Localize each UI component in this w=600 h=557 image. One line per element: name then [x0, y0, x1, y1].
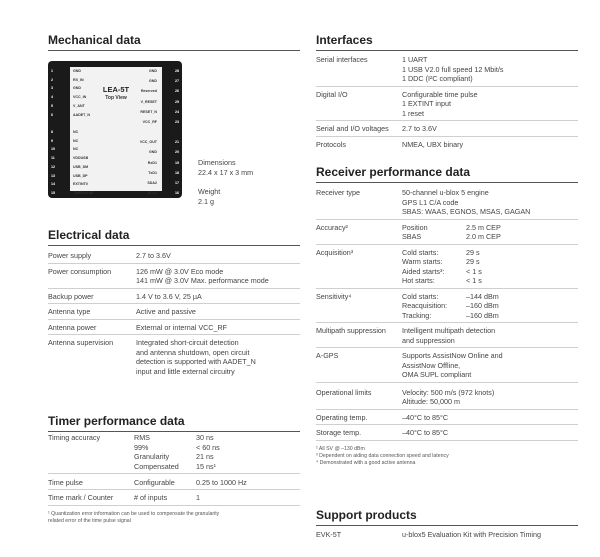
divider: [48, 288, 300, 289]
receiver-footnote: ² All SV @ –130 dBm: [316, 445, 365, 452]
divider: [316, 424, 578, 425]
divider: [316, 440, 578, 441]
spec-value: 1 UART: [402, 55, 428, 64]
chip-pin-label: SDA2: [147, 180, 157, 185]
agps-label: A-GPS: [316, 351, 339, 360]
chip-pin-label: EXTINT0: [73, 182, 88, 187]
timing-accuracy-label: Timing accuracy: [48, 433, 101, 442]
chip-pin-label: SCL2: [147, 191, 157, 195]
timer-footnote-1: ¹ Quantization error information can be used to compensate the granularity: [48, 511, 220, 517]
timing-value: 21 ns: [196, 452, 214, 461]
divider: [48, 263, 300, 264]
operational-limits-value: Velocity: 500 m/s (972 knots): [402, 387, 495, 397]
chip-pin-number: 17: [175, 180, 179, 185]
chip-pin-label: GND: [149, 79, 157, 84]
spec-value: External or internal VCC_RF: [136, 322, 228, 332]
chip-pin-number: 14: [51, 182, 55, 187]
interfaces-title: Interfaces: [316, 33, 578, 51]
accuracy-key: SBAS: [402, 232, 422, 241]
divider: [316, 244, 578, 245]
storage-temp-value: –40°C to 85°C: [402, 428, 449, 437]
divider: [316, 382, 578, 383]
chip-pin-number: 26: [175, 89, 179, 94]
receiver-type-value: 50-channel u-blox 5 engine: [402, 188, 489, 197]
chip-pin-number: 28: [175, 69, 179, 73]
chip-pin-number: 23: [175, 119, 179, 124]
divider: [48, 489, 300, 490]
sensitivity-label: Sensitivity⁴: [316, 291, 352, 301]
chip-pin-label: Reserved: [140, 89, 157, 94]
receiver-type-label: Receiver type: [316, 188, 360, 197]
time-pulse-label: Time pulse: [48, 478, 83, 487]
chip-pin-label: NC: [73, 130, 79, 134]
spec-label: Antenna type: [48, 307, 91, 316]
chip-pin-number: 20: [175, 150, 179, 155]
agps-value: OMA SUPL compliant: [402, 370, 472, 379]
storage-temp-label: Storage temp.: [316, 428, 362, 437]
chip-pin-number: 1: [51, 69, 53, 73]
chip-pin-number: 5: [51, 103, 53, 108]
mechanical-title: Mechanical data: [48, 33, 300, 51]
receiver-footnote: ³ Dependent on aiding data connection speed and latency: [316, 452, 449, 459]
chip-pin-label: TxD1: [148, 170, 157, 175]
accuracy-value: 2.5 m CEP: [466, 222, 501, 232]
timing-value: 15 ns¹: [196, 461, 216, 471]
receiver-type-value: GPS L1 C/A code: [402, 197, 459, 207]
acquisition-key: Aided starts³:: [402, 266, 445, 276]
sensitivity-value: –160 dBm: [466, 301, 499, 310]
spec-value: input and little external circuitry: [136, 366, 235, 376]
dimensions-value: 22.4 x 17 x 3 mm: [198, 168, 254, 177]
chip-pin-number: 3: [51, 86, 53, 91]
agps-value: Supports AssistNow Online and: [402, 351, 503, 360]
chip-pin-number: 4: [51, 95, 53, 100]
divider: [316, 219, 578, 220]
chip-pin-label: GND: [149, 150, 157, 155]
spec-value: 1 reset: [402, 108, 424, 118]
divider: [48, 319, 300, 320]
spec-label: Backup power: [48, 291, 94, 301]
support-product-desc: u-blox5 Evaluation Kit with Precision Timing: [402, 530, 542, 539]
divider: [48, 303, 300, 304]
chip-pin-label: USB_DM: [73, 164, 89, 169]
acquisition-value: < 1 s: [466, 266, 482, 276]
sensitivity-key: Reacquisition:: [402, 301, 448, 310]
multipath-label: Multipath suppression: [316, 326, 386, 335]
weight-label: Weight: [198, 187, 221, 196]
multipath-value: Intelligent multipath detection: [402, 326, 496, 335]
chip-pin-number: 2: [51, 77, 53, 82]
timing-metric: Compensated: [134, 461, 179, 471]
spec-value: 2.7 to 3.6V: [402, 124, 437, 133]
spec-label: Power consumption: [48, 266, 112, 276]
chip-pin-label: NC: [73, 147, 79, 152]
spec-value: 1 EXTINT input: [402, 99, 452, 108]
acquisition-key: Hot starts:: [402, 276, 435, 285]
acquisition-label: Acquisition³: [316, 247, 354, 257]
receiver-title: Receiver performance data: [316, 165, 578, 183]
timing-metric: RMS: [134, 433, 150, 442]
spec-value: detection is supported with AADET_N: [136, 357, 256, 366]
spec-label: Digital I/O: [316, 89, 348, 99]
operating-temp-value: –40°C to 85°C: [402, 412, 449, 422]
electrical-title: Electrical data: [48, 228, 300, 246]
chip-pin-label: VDDUSB: [73, 156, 89, 161]
acquisition-value: 29 s: [466, 257, 480, 266]
time-pulse-value: 0.25 to 1000 Hz: [196, 478, 247, 487]
divider: [316, 347, 578, 348]
chip-pin-number: 16: [175, 191, 179, 195]
spec-value: 1.4 V to 3.6 V, 25 µA: [136, 291, 202, 301]
chip-pin-number: 18: [175, 170, 179, 175]
timing-value: 30 ns: [196, 433, 214, 442]
support-title: Support products: [316, 508, 578, 526]
spec-label: Serial and I/O voltages: [316, 124, 389, 133]
chip-pin-label: USB_DP: [73, 173, 88, 178]
operating-temp-label: Operating temp.: [316, 412, 368, 422]
chip-pin-number: 11: [51, 156, 55, 161]
time-mark-key: # of inputs: [134, 493, 168, 502]
spec-value: 141 mW @ 3.0V Max. performance mode: [136, 276, 269, 285]
spec-value: Integrated short-circuit detection: [136, 338, 239, 347]
chip-pin-number: 15: [51, 191, 55, 195]
chip-pin-number: 24: [175, 109, 179, 114]
spec-label: Antenna power: [48, 322, 97, 332]
divider: [48, 473, 300, 474]
chip-pin-number: 9: [51, 138, 53, 143]
sensitivity-key: Cold starts:: [402, 291, 439, 301]
timing-metric: 99%: [134, 442, 149, 452]
chip-pin-label: NC: [73, 138, 79, 143]
divider: [48, 334, 300, 335]
dimensions-label: Dimensions: [198, 158, 236, 167]
accuracy-value: 2.0 m CEP: [466, 232, 501, 241]
operational-limits-value: Altitude: 50,000 m: [402, 397, 460, 406]
spec-value: 1 USB V2.0 full speed 12 Mbit/s: [402, 64, 504, 74]
chip-pin-label: V_RESET: [140, 99, 157, 104]
spec-value: NMEA, UBX binary: [402, 139, 464, 149]
chip-pin-number: 21: [175, 140, 179, 145]
chip-pin-label: VCC_OUT: [139, 140, 157, 145]
timer-title: Timer performance data: [48, 414, 300, 432]
acquisition-key: Cold starts:: [402, 247, 439, 257]
divider: [316, 288, 578, 289]
sensitivity-value: –160 dBm: [466, 310, 499, 320]
chip-pin-label: RX_IN: [73, 77, 84, 82]
divider: [316, 86, 578, 87]
divider: [48, 505, 300, 506]
spec-value: Configurable time pulse: [402, 89, 478, 99]
support-product-name: EVK-5T: [316, 530, 342, 539]
acquisition-value: 29 s: [466, 247, 480, 257]
chip-pin-number: 6: [51, 112, 53, 117]
spec-value: 1 DDC (I²C compliant): [402, 74, 473, 83]
spec-value: and antenna shutdown, open circuit: [136, 347, 250, 357]
chip-pin-label: GND: [73, 86, 81, 91]
chip-pin-label: VCC_IN: [73, 95, 87, 100]
chip-pin-label: RESET_N: [140, 109, 157, 114]
weight-value: 2.1 g: [198, 197, 214, 206]
agps-value: AssistNow Offline,: [402, 360, 461, 370]
timing-metric: Granularity: [134, 452, 170, 461]
time-pulse-key: Configurable: [134, 478, 175, 487]
chip-pin-label: V_ANT: [73, 103, 85, 108]
sensitivity-key: Tracking:: [402, 310, 432, 320]
chip-name: LEA-5T: [102, 85, 130, 94]
chip-diagram: [48, 61, 182, 198]
spec-label: Antenna supervision: [48, 338, 114, 347]
chip-pin-number: 12: [51, 164, 55, 169]
sensitivity-value: –144 dBm: [466, 291, 499, 301]
time-mark-value: 1: [196, 493, 200, 502]
receiver-type-value: SBAS: WAAS, EGNOS, MSAS, GAGAN: [402, 207, 531, 216]
timing-value: < 60 ns: [196, 442, 220, 452]
spec-value: 126 mW @ 3.0V Eco mode: [136, 266, 224, 276]
chip-pin-number: 27: [175, 79, 179, 84]
chip-pin-label: VCC_RF: [142, 119, 157, 124]
chip-pin-label: GND: [149, 69, 157, 73]
multipath-value: and suppression: [402, 335, 455, 345]
spec-value: 2.7 to 3.6V: [136, 251, 171, 260]
spec-label: Protocols: [316, 139, 346, 149]
acquisition-key: Warm starts:: [402, 257, 443, 266]
chip-view: Top View: [105, 95, 127, 101]
chip-pin-number: 25: [175, 99, 179, 104]
chip-pin-number: 19: [175, 160, 179, 165]
operational-limits-label: Operational limits: [316, 387, 372, 397]
spec-value: Active and passive: [136, 307, 196, 316]
time-mark-label: Time mark / Counter: [48, 493, 114, 502]
timer-footnote-2: related error of the time pulse signal: [48, 518, 131, 524]
chip-pin-number: 8: [51, 130, 53, 134]
chip-pin-label: AADET_N: [73, 112, 90, 117]
chip-pin-label: GND: [73, 69, 81, 73]
accuracy-key: Position: [402, 222, 428, 232]
chip-pin-number: 10: [51, 147, 55, 152]
accuracy-label: Accuracy²: [316, 222, 348, 232]
divider: [316, 136, 578, 137]
divider: [316, 120, 578, 121]
chip-pin-number: 13: [51, 173, 55, 178]
receiver-footnote: ⁴ Demonstrated with a good active antenna: [316, 459, 416, 466]
chip-pin-label: TIMEPULSE: [73, 191, 94, 195]
spec-label: Power supply: [48, 251, 92, 260]
chip-pin-label: RxD1: [147, 160, 157, 165]
divider: [316, 409, 578, 410]
acquisition-value: < 1 s: [466, 276, 482, 285]
spec-label: Serial interfaces: [316, 55, 368, 64]
divider: [316, 322, 578, 323]
